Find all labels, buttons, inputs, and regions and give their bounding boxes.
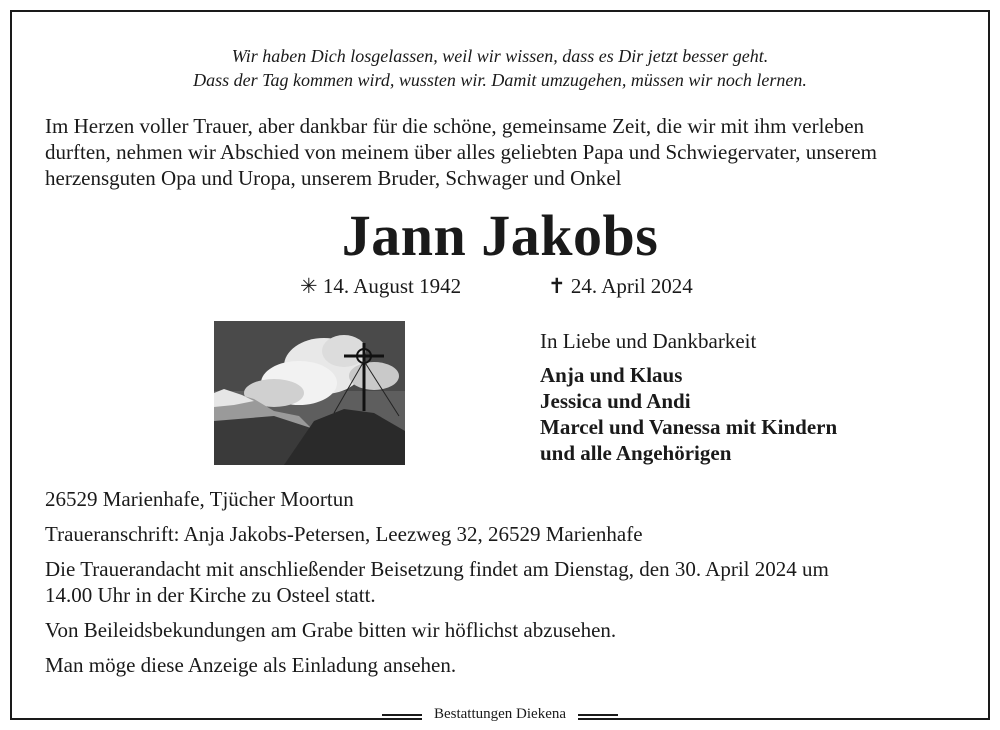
service-line: 14.00 Uhr in der Kirche zu Osteel statt. [45, 583, 376, 607]
death-date-text: 24. April 2024 [570, 274, 693, 298]
funeral-home [0, 704, 1000, 724]
invitation-note: Man möge diese Anzeige als Einladung ansehen. [45, 653, 457, 677]
mourner-name: Jessica und Andi [540, 389, 691, 413]
mourner-name: Anja und Klaus [540, 363, 683, 387]
intro-line: Im Herzen voller Trauer, aber dankbar für die schöne, gemeinsame Zeit, die wir mit ihm verleben [45, 114, 865, 138]
motto-line: Wir haben Dich losgelassen, weil wir wissen, dass es Dir jetzt besser geht. [231, 46, 769, 66]
star-icon: ✳ [300, 274, 318, 298]
funeral-home-name: Bestattungen Diekena [422, 706, 578, 722]
birth-date [300, 272, 461, 300]
motto [0, 44, 1000, 92]
motto-line: Dass der Tag kommen wird, wussten wir. Damit umzugehen, müssen wir noch lernen. [193, 70, 807, 90]
intro-line: durften, nehmen wir Abschied von meinem über alles geliebten Papa und Schwiegervater, unserem [45, 140, 877, 164]
service-details [45, 556, 960, 608]
intro-line: herzensguten Opa und Uropa, unserem Bruder, Schwager und Onkel [45, 166, 622, 190]
mourning-address: Traueranschrift: Anja Jakobs-Petersen, Leezweg 32, 26529 Marienhafe [45, 522, 643, 546]
cross-icon: ✝ [548, 274, 566, 298]
intro-text [45, 113, 965, 191]
mourner-name: Marcel und Vanessa mit Kindern [540, 415, 838, 439]
mourners-list [540, 362, 837, 466]
summit-cross-photo [214, 321, 405, 465]
service-line: Die Trauerandacht mit anschließender Beisetzung findet am Dienstag, den 30. April 2024 um [45, 557, 829, 581]
deceased-name: Jann Jakobs [341, 203, 659, 268]
mourner-name: und alle Angehörigen [540, 441, 732, 465]
condolence-note: Von Beileidsbekundungen am Grabe bitten wir höflichst abzusehen. [45, 618, 617, 642]
birth-date-text: 14. August 1942 [322, 274, 462, 298]
death-date [548, 272, 693, 300]
signoff-lead: In Liebe und Dankbarkeit [540, 329, 757, 353]
signoff [540, 328, 837, 466]
residence-address: 26529 Marienhafe, Tjücher Moortun [45, 487, 354, 511]
info-block [45, 486, 960, 687]
